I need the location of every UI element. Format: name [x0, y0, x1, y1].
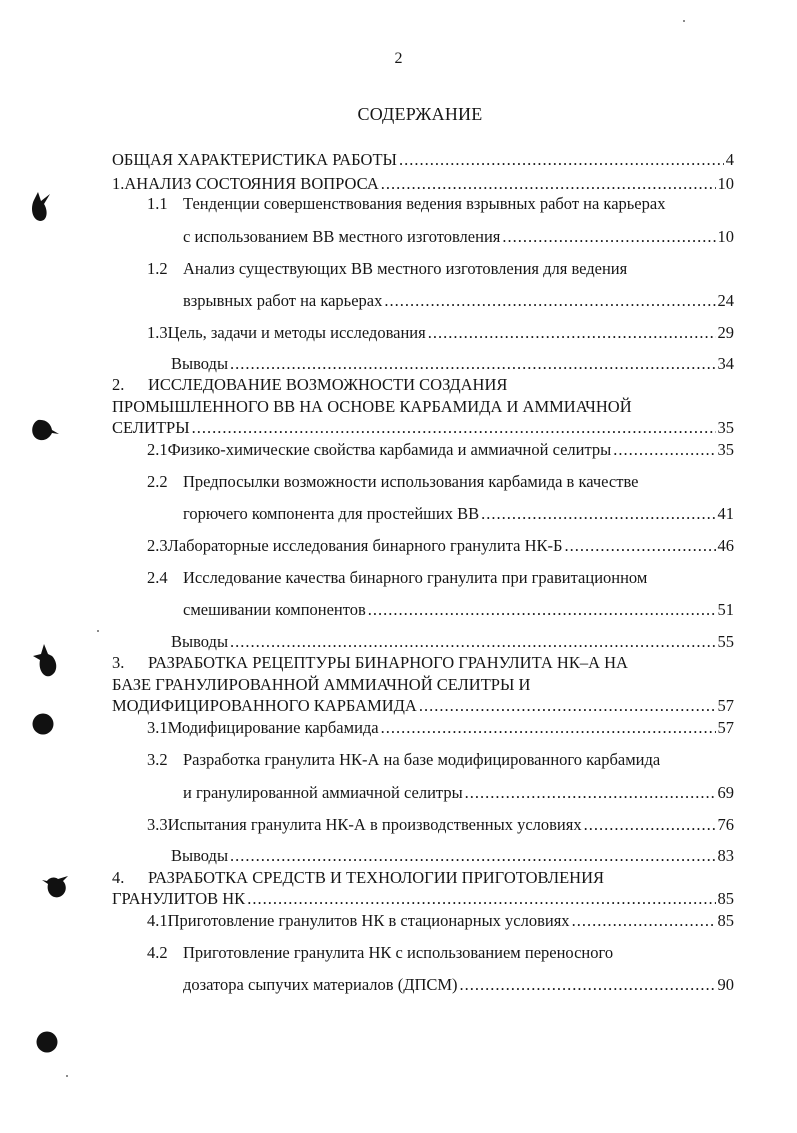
toc-entry-chapter-3-line2[interactable]: [112, 675, 530, 695]
toc-entry-number: 3.1: [147, 718, 168, 737]
dot-leader: [481, 504, 715, 524]
toc-entry-text: Приготовление гранулитов НК в стационарных условиях: [167, 911, 570, 930]
binder-mark-6: [35, 1030, 59, 1054]
toc-entry-1-2-line1[interactable]: [147, 259, 627, 279]
toc-entry-page: 83: [717, 846, 734, 865]
toc-entry-text: БАЗЕ ГРАНУЛИРОВАННОЙ АММИАЧНОЙ СЕЛИТРЫ И: [112, 675, 531, 694]
toc-entry-chapter-2-line3[interactable]: [112, 418, 734, 438]
dot-leader: [381, 174, 716, 194]
toc-entry-2-3[interactable]: [147, 536, 734, 556]
toc-entry-page: 57: [717, 718, 734, 737]
dot-leader: [230, 354, 715, 374]
toc-entry-number: 1.1: [147, 194, 168, 213]
toc-entry-conclusions-1[interactable]: [171, 354, 734, 374]
toc-entry-text: СЕЛИТРЫ: [112, 418, 190, 437]
toc-entry-4-1[interactable]: [147, 911, 734, 931]
toc-entry-number: 2.4: [147, 568, 168, 587]
toc-entry-text: Испытания гранулита НК-А в производственных условиях: [167, 815, 582, 834]
toc-entry-number: 2.: [112, 375, 125, 394]
dot-leader: [399, 150, 724, 170]
scan-speck: [97, 630, 99, 632]
toc-entry-page: 29: [717, 323, 734, 342]
toc-entry-text: дозатора сыпучих материалов (ДПСМ): [183, 975, 458, 994]
scan-speck: [683, 20, 685, 22]
toc-entry-2-1[interactable]: [147, 440, 734, 460]
binder-mark-5: [38, 872, 72, 902]
toc-entry-text: ГРАНУЛИТОВ НК: [112, 889, 246, 908]
toc-entry-chapter-4-line2[interactable]: [112, 889, 734, 909]
dot-leader: [247, 889, 715, 909]
toc-entry-page: 24: [717, 291, 734, 310]
toc-entry-number: 4.1: [147, 911, 168, 930]
binder-mark-3: [30, 640, 64, 682]
toc-entry-chapter-2-line1[interactable]: [112, 375, 507, 395]
toc-entry-page: 4: [725, 150, 734, 169]
toc-entry-1-1-line2[interactable]: [183, 227, 734, 247]
toc-entry-text: ОБЩАЯ ХАРАКТЕРИСТИКА РАБОТЫ: [112, 150, 397, 169]
binder-mark-1: [26, 190, 56, 226]
toc-entry-page: 10: [717, 174, 734, 193]
toc-entry-page: 85: [717, 889, 734, 908]
dot-leader: [465, 783, 716, 803]
dot-leader: [419, 696, 716, 716]
toc-entry-1-2-line2[interactable]: [183, 291, 734, 311]
toc-entry-text: Физико-химические свойства карбамида и аммиачной селитры: [167, 440, 612, 459]
toc-entry-text: Исследование качества бинарного гранулита при гравитационном: [183, 568, 648, 587]
toc-entry-text: Приготовление гранулита НК с использованием переносного: [183, 943, 614, 962]
toc-entry-page: 76: [717, 815, 734, 834]
toc-entry-chapter-3-line1[interactable]: [112, 653, 628, 673]
toc-entry-text: взрывных работ на карьерах: [183, 291, 383, 310]
toc-entry-number: 2.2: [147, 472, 168, 491]
toc-entry-number: 3.: [112, 653, 125, 672]
toc-entry-chapter-2-line2[interactable]: [112, 397, 632, 417]
dot-leader: [384, 291, 715, 311]
toc-entry-text: Выводы: [171, 354, 229, 373]
toc-entry-2-4-line1[interactable]: [147, 568, 647, 588]
toc-entry-number: 2.3: [147, 536, 168, 555]
toc-entry-text: Цель, задачи и методы исследования: [167, 323, 426, 342]
toc-entry-4-2-line1[interactable]: [147, 943, 613, 963]
toc-entry-text: Лабораторные исследования бинарного гранулита НК-Б: [167, 536, 563, 555]
toc-entry-text: АНАЛИЗ СОСТОЯНИЯ ВОПРОСА: [124, 174, 379, 193]
toc-entry-page: 34: [717, 354, 734, 373]
toc-entry-text: РАЗРАБОТКА РЕЦЕПТУРЫ БИНАРНОГО ГРАНУЛИТА НК–А НА: [148, 653, 628, 672]
toc-entry-chapter-1[interactable]: [112, 174, 734, 194]
binder-mark-4: [31, 712, 55, 736]
toc-entry-text: смешивании компонентов: [183, 600, 366, 619]
toc-entry-page: 55: [717, 632, 734, 651]
toc-entry-text: Выводы: [171, 846, 229, 865]
toc-entry-text: Анализ существующих ВВ местного изготовления для ведения: [183, 259, 628, 278]
toc-entry-text: Предпосылки возможности использования карбамида в качестве: [183, 472, 639, 491]
toc-entry-4-2-line2[interactable]: [183, 975, 734, 995]
toc-entry-1-1-line1[interactable]: [147, 194, 665, 214]
dot-leader: [381, 718, 716, 738]
toc-entry-chapter-4-line1[interactable]: [112, 868, 604, 888]
toc-entry-3-2-line2[interactable]: [183, 783, 734, 803]
dot-leader: [230, 632, 715, 652]
toc-entry-page: 85: [717, 911, 734, 930]
dot-leader: [460, 975, 716, 995]
dot-leader: [428, 323, 716, 343]
toc-entry-general[interactable]: [112, 150, 734, 170]
toc-entry-text: Выводы: [171, 632, 229, 651]
dot-leader: [572, 911, 716, 931]
toc-entry-text: ПРОМЫШЛЕННОГО ВВ НА ОСНОВЕ КАРБАМИДА И АММИАЧНОЙ: [112, 397, 632, 416]
page-number: 2: [394, 50, 403, 67]
toc-entry-number: 4.: [112, 868, 125, 887]
toc-entry-text: Разработка гранулита НК-А на базе модифицированного карбамида: [183, 750, 661, 769]
toc-entry-2-4-line2[interactable]: [183, 600, 734, 620]
toc-entry-page: 90: [717, 975, 734, 994]
toc-entry-number: 1.2: [147, 259, 168, 278]
toc-entry-text: Тенденции совершенствования ведения взрывных работ на карьерах: [183, 194, 666, 213]
toc-entry-conclusions-2[interactable]: [171, 632, 734, 652]
toc-entry-3-3[interactable]: [147, 815, 734, 835]
toc-entry-page: 46: [717, 536, 734, 555]
dot-leader: [502, 227, 715, 247]
dot-leader: [584, 815, 716, 835]
toc-entry-text: РАЗРАБОТКА СРЕДСТВ И ТЕХНОЛОГИИ ПРИГОТОВЛЕНИЯ: [148, 868, 604, 887]
toc-entry-3-2-line1[interactable]: [147, 750, 660, 770]
toc-entry-number: 3.2: [147, 750, 168, 769]
toc-entry-conclusions-3[interactable]: [171, 846, 734, 866]
toc-entry-text: Модифицирование карбамида: [167, 718, 379, 737]
dot-leader: [192, 418, 716, 438]
scan-speck: [66, 1075, 68, 1077]
toc-entry-2-2-line2[interactable]: [183, 504, 734, 524]
toc-entry-page: 51: [717, 600, 734, 619]
toc-entry-chapter-3-line3[interactable]: [112, 696, 734, 716]
dot-leader: [368, 600, 716, 620]
binder-mark-2: [28, 416, 62, 444]
toc-entry-number: 3.3: [147, 815, 168, 834]
toc-entry-3-1[interactable]: [147, 718, 734, 738]
dot-leader: [613, 440, 715, 460]
toc-entry-1-3[interactable]: [147, 323, 734, 343]
toc-entry-page: 57: [717, 696, 734, 715]
toc-entry-page: 35: [717, 440, 734, 459]
toc-entry-page: 35: [717, 418, 734, 437]
toc-entry-number: 1.: [112, 174, 125, 193]
toc-entry-page: 69: [717, 783, 734, 802]
toc-entry-text: с использованием ВВ местного изготовления: [183, 227, 501, 246]
toc-title: СОДЕРЖАНИЕ: [357, 104, 483, 124]
toc-entry-page: 41: [717, 504, 734, 523]
toc-entry-number: 1.3: [147, 323, 168, 342]
toc-entry-text: горючего компонента для простейших ВВ: [183, 504, 480, 523]
toc-entry-text: МОДИФИЦИРОВАННОГО КАРБАМИДА: [112, 696, 417, 715]
toc-entry-text: и гранулированной аммиачной селитры: [183, 783, 463, 802]
toc-entry-number: 4.2: [147, 943, 168, 962]
toc-entry-2-2-line1[interactable]: [147, 472, 638, 492]
toc-entry-text: ИССЛЕДОВАНИЕ ВОЗМОЖНОСТИ СОЗДАНИЯ: [148, 375, 508, 394]
toc-entry-page: 10: [717, 227, 734, 246]
dot-leader: [230, 846, 715, 866]
toc-entry-number: 2.1: [147, 440, 168, 459]
dot-leader: [564, 536, 715, 556]
